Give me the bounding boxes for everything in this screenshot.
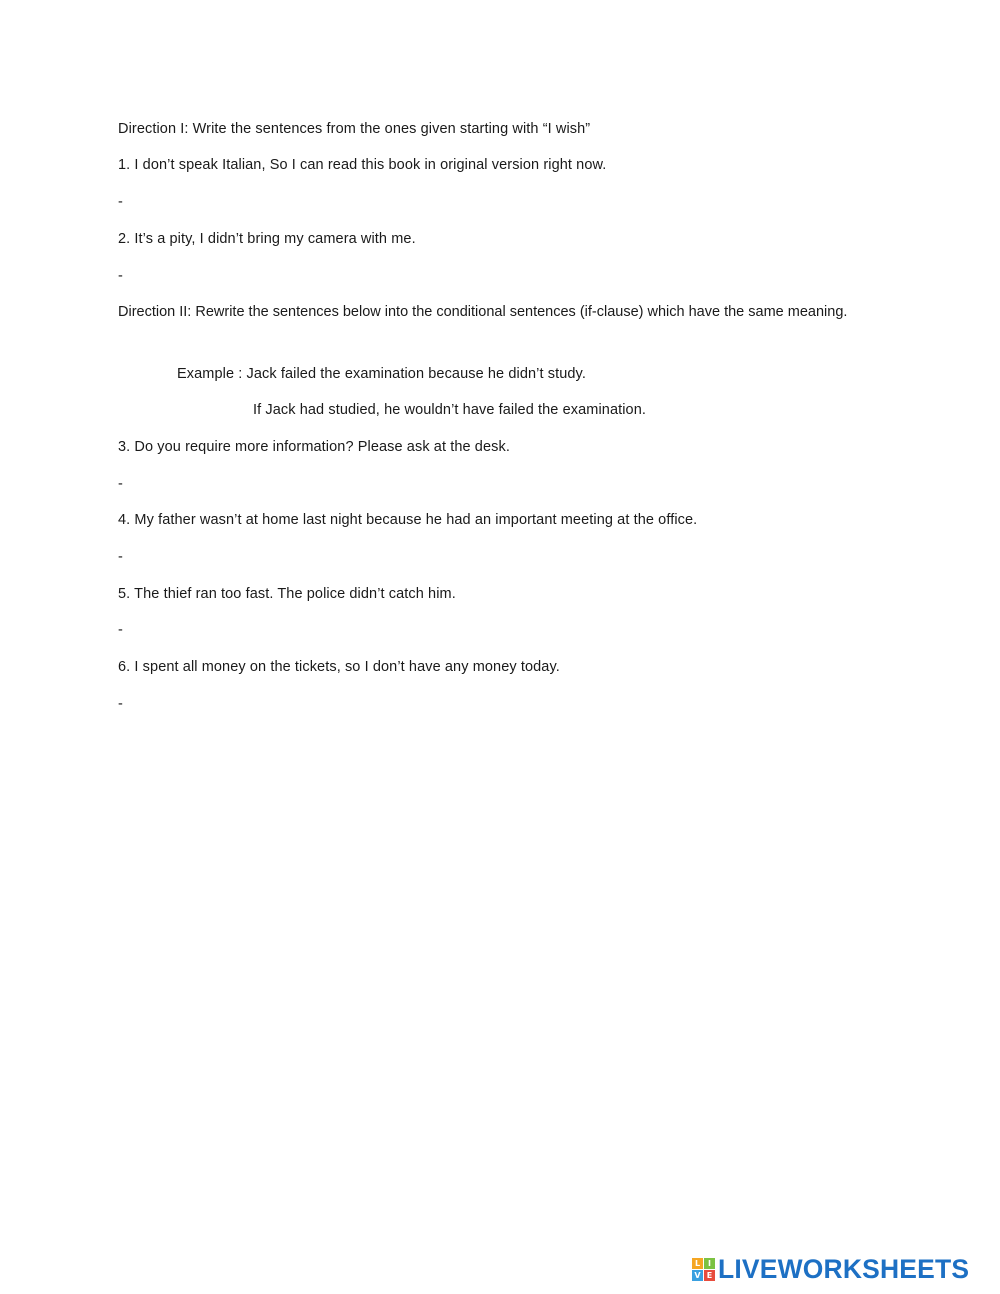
answer-line-1[interactable]: -: [118, 194, 123, 210]
logo-tile-v: V: [692, 1270, 703, 1281]
answer-line-6[interactable]: -: [118, 696, 123, 712]
answer-line-3[interactable]: -: [118, 476, 123, 492]
question-6: 6. I spent all money on the tickets, so I don’t have any money today.: [118, 659, 560, 675]
question-2: 2. It’s a pity, I didn’t bring my camera with me.: [118, 231, 416, 247]
liveworksheets-mark-icon: [692, 1258, 715, 1281]
question-1: 1. I don’t speak Italian, So I can read this book in original version right now.: [118, 157, 607, 173]
liveworksheets-logo: [692, 1254, 974, 1284]
example-sentence: Example : Jack failed the examination because he didn’t study.: [177, 366, 586, 382]
answer-line-5[interactable]: -: [118, 622, 123, 638]
question-3: 3. Do you require more information? Please ask at the desk.: [118, 439, 510, 455]
direction-2: Direction II: Rewrite the sentences below into the conditional sentences (if-clause) which have the same meaning.: [118, 304, 848, 320]
direction-1: Direction I: Write the sentences from the ones given starting with “I wish”: [118, 121, 591, 137]
liveworksheets-wordmark: LIVEWORKSHEETS: [718, 1254, 970, 1284]
question-4: 4. My father wasn’t at home last night because he had an important meeting at the office.: [118, 512, 698, 528]
example-answer: If Jack had studied, he wouldn’t have failed the examination.: [253, 402, 647, 418]
logo-tile-e: E: [704, 1270, 715, 1281]
answer-line-2[interactable]: -: [118, 268, 123, 284]
answer-line-4[interactable]: -: [118, 549, 123, 565]
question-5: 5. The thief ran too fast. The police didn’t catch him.: [118, 586, 456, 602]
logo-tile-l: L: [692, 1258, 703, 1269]
logo-tile-i: I: [704, 1258, 715, 1269]
